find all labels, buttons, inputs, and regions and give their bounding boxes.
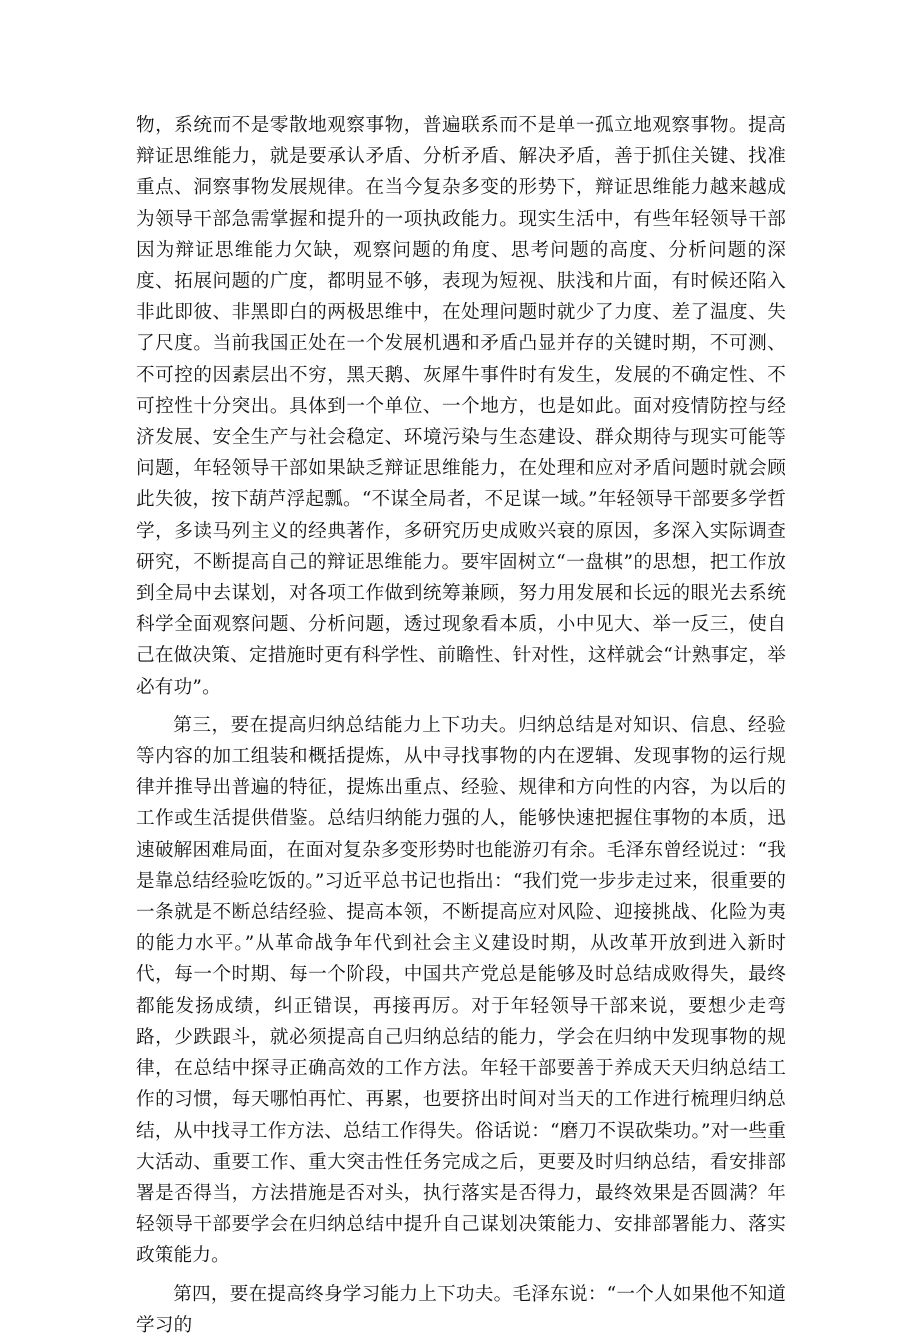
- paragraph-third-summarizing: 第三，要在提高归纳总结能力上下功夫。归纳总结是对知识、信息、经验等内容的加工组装和概括提炼，从中寻找事物的内在逻辑、发现事物的运行规律并推导出普遍的特征，提炼出重点、经验、规律和方向性的内容，为以后的工作或生活提供借鉴。总结归纳能力强的人，能够快速把握住事物的本质，迅速破解困难局面，在面对复杂多变形势时也能游刃有余。毛泽东曾经说过：“我是靠总结经验吃饭的。”习近平总书记也指出：“我们党一步步走过来，很重要的一条就是不断总结经验、提高本领，不断提高应对风险、迎接挑战、化险为夷的能力水平。”从革命战争年代到社会主义建设时期，从改革开放到进入新时代，每一个时期、每一个阶段，中国共产党总是能够及时总结成败得失，最终都能发扬成绩，纠正错误，再接再厉。对于年轻领导干部来说，要想少走弯路，少跌跟斗，就必须提高自己归纳总结的能力，学会在归纳中发现事物的规律，在总结中探寻正确高效的工作方法。年轻干部要善于养成天天归纳总结工作的习惯，每天哪怕再忙、再累，也要挤出时间对当天的工作进行梳理归纳总结，从中找寻工作方法、总结工作得失。俗话说：“磨刀不误砍柴功。”对一些重大活动、重要工作、重大突击性任务完成之后，更要及时归纳总结，看安排部署是否得当，方法措施是否对头，执行落实是否得力，最终效果是否圆满？年轻领导干部要学会在归纳总结中提升自己谋划决策能力、安排部署能力、落实政策能力。: [136, 714, 786, 1267]
- document-body: [136, 110, 786, 1341]
- paragraph-dialectical-thinking: 物，系统而不是零散地观察事物，普遍联系而不是单一孤立地观察事物。提高辩证思维能力，就是要承认矛盾、分析矛盾、解决矛盾，善于抓住关键、找准重点、洞察事物发展规律。在当今复杂多变的形势下，辩证思维能力越来越成为领导干部急需掌握和提升的一项执政能力。现实生活中，有些年轻领导干部因为辩证思维能力欠缺，观察问题的角度、思考问题的高度、分析问题的深度、拓展问题的广度，都明显不够，表现为短视、肤浅和片面，有时候还陷入非此即彼、非黑即白的两极思维中，在处理问题时就少了力度、差了温度、失了尺度。当前我国正处在一个发展机遇和矛盾凸显并存的关键时期，不可测、不可控的因素层出不穷，黑天鹅、灰犀牛事件时有发生，发展的不确定性、不可控性十分突出。具体到一个单位、一个地方，也是如此。面对疫情防控与经济发展、安全生产与社会稳定、环境污染与生态建设、群众期待与现实可能等问题，年轻领导干部如果缺乏辩证思维能力，在处理和应对矛盾问题时就会顾此失彼，按下葫芦浮起瓢。“不谋全局者，不足谋一域。”年轻领导干部要多学哲学，多读马列主义的经典著作，多研究历史成败兴衰的原因，多深入实际调查研究，不断提高自己的辩证思维能力。要牢固树立“一盘棋”的思想，把工作放到全局中去谋划，对各项工作做到统筹兼顾，努力用发展和长远的眼光去系统科学全面观察问题、分析问题，透过现象看本质，小中见大、举一反三，使自己在做决策、定措施时更有科学性、前瞻性、针对性，这样就会“计熟事定，举必有功”。: [136, 115, 786, 698]
- paragraph-fourth-lifelong-learning: 第四，要在提高终身学习能力上下功夫。毛泽东说：“一个人如果他不知道学习的: [136, 1283, 786, 1336]
